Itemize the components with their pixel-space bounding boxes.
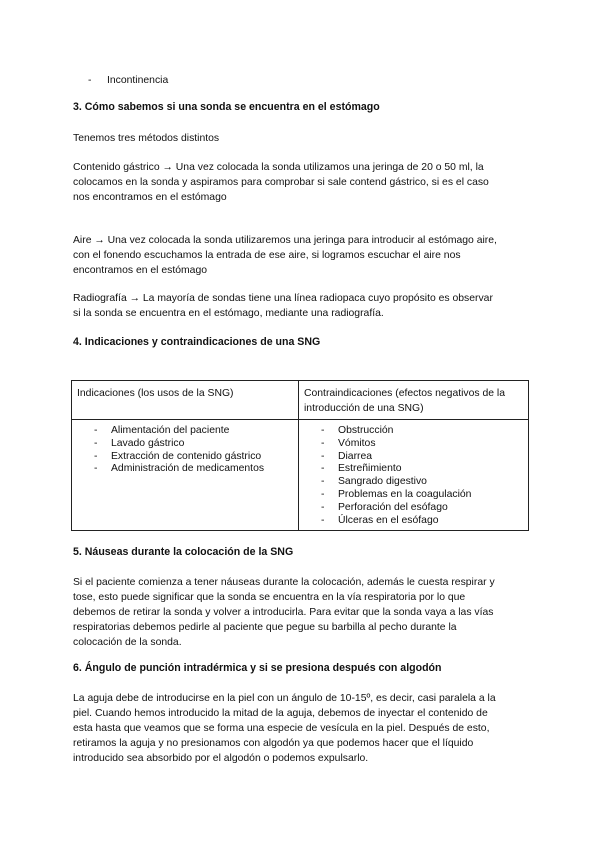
list-item-text: Perforación del esófago	[338, 501, 448, 513]
text-line: esta hasta que veamos que se forma una especie de vesícula en la piel. Después de esto,	[73, 723, 490, 734]
section-5-heading: 5. Náuseas durante la colocación de la SNG	[73, 546, 294, 558]
list-item-text: Sangrado digestivo	[338, 476, 427, 488]
header-line: Contraindicaciones (efectos negativos de la	[304, 388, 506, 399]
bullet-dash: -	[88, 75, 92, 86]
text-line: encontramos en el estómago	[73, 265, 208, 276]
text-line: nos encontramos en el estómago	[73, 192, 227, 203]
text-line: colocamos en la sonda y aspiramos para comprobar si sale contend gástrico, si es el caso	[73, 177, 489, 188]
paragraph-aire	[73, 233, 533, 278]
bullet-dash: -	[94, 425, 98, 436]
bullet-dash: -	[321, 488, 325, 500]
bullet-dash: -	[321, 476, 325, 488]
bullet-dash: -	[321, 437, 325, 449]
list-item	[321, 476, 523, 489]
paragraph-nauseas	[73, 575, 533, 650]
indicaciones-list	[77, 425, 293, 476]
table-cell-indicaciones	[72, 420, 299, 531]
table-header-indicaciones: Indicaciones (los usos de la SNG)	[72, 381, 299, 420]
section-6-heading: 6. Ángulo de punción intradérmica y si se presiona después con algodón	[73, 662, 442, 674]
bullet-dash: -	[321, 450, 325, 462]
bullet-dash: -	[94, 450, 98, 462]
list-item-text: Úlceras en el esófago	[338, 514, 439, 526]
section-3-intro: Tenemos tres métodos distintos	[73, 133, 220, 144]
text-line: si la sonda se encuentra en el estómago, mediante una radiografía.	[73, 308, 384, 319]
text-line: Contenido gástrico → Una vez colocada la sonda utilizamos una jeringa de 20 o 50 ml, la	[73, 162, 484, 173]
list-item-text: Lavado gástrico	[111, 437, 185, 449]
list-item-text: Problemas en la coagulación	[338, 488, 472, 500]
indications-table	[71, 380, 529, 531]
section-3-heading: 3. Cómo sabemos si una sonda se encuentra en el estómago	[73, 101, 380, 113]
bullet-dash: -	[94, 463, 98, 475]
table-header-contraindicaciones	[299, 381, 529, 420]
list-item	[321, 489, 523, 502]
section-4-heading: 4. Indicaciones y contraindicaciones de una SNG	[73, 336, 321, 348]
list-item	[321, 438, 523, 451]
bullet-dash: -	[321, 425, 325, 436]
header-line: introducción de una SNG)	[304, 403, 424, 414]
list-item	[94, 438, 293, 451]
table-cell-contraindicaciones	[299, 420, 529, 531]
table-header-row	[72, 381, 529, 420]
list-item-text: Diarrea	[338, 450, 373, 462]
paragraph-radiografia	[73, 291, 533, 321]
text-line: La aguja debe de introducirse en la piel con un ángulo de 10-15º, es decir, casi paralela a la	[73, 693, 496, 704]
text-line: debemos de retirar la sonda y volver a introducirla. Para evitar que la sonda vaya a las vías	[73, 607, 494, 618]
list-item	[321, 463, 523, 476]
text-line: Si el paciente comienza a tener náuseas durante la colocación, además le cuesta respirar y	[73, 577, 495, 588]
list-item-text: Obstrucción	[338, 425, 394, 436]
paragraph-angulo	[73, 691, 533, 766]
list-item-text: Incontinencia	[107, 75, 169, 86]
text-line: respiratorias debemos pedirle al paciente que pegue su barbilla al pecho durante la	[73, 622, 457, 633]
text-line: tose, esto puede significar que la sonda se encuentra en la vía respiratoria por lo que	[73, 592, 466, 603]
bullet-dash: -	[321, 501, 325, 513]
bullet-dash: -	[321, 514, 325, 526]
text-line: introducido sea absorbido por el algodón o podemos expulsarlo.	[73, 753, 369, 764]
text-line: con el fonendo escuchamos la entrada de ese aire, si logramos escuchar el aire nos	[73, 250, 461, 261]
list-item	[321, 502, 523, 515]
list-item-text: Alimentación del paciente	[111, 425, 230, 436]
list-item	[321, 451, 523, 464]
text-line: colocación de la sonda.	[73, 637, 182, 648]
list-item	[321, 425, 523, 438]
list-item-text: Extracción de contenido gástrico	[111, 450, 262, 462]
list-item	[94, 425, 293, 438]
bullet-dash: -	[94, 437, 98, 449]
list-item-text: Administración de medicamentos	[111, 463, 265, 475]
bullet-dash: -	[321, 463, 325, 475]
text-line: piel. Cuando hemos introducido la mitad de la aguja, debemos de inyectar el contenido de	[73, 708, 488, 719]
list-item	[321, 515, 523, 528]
paragraph-contenido-gastrico	[73, 160, 533, 205]
contraindicaciones-list	[304, 425, 523, 527]
text-line: Aire → Una vez colocada la sonda utilizaremos una jeringa para introducir al estómago aire,	[73, 235, 497, 246]
list-item-text: Vómitos	[338, 437, 376, 449]
text-line: Radiografía → La mayoría de sondas tiene una línea radiopaca cuyo propósito es observar	[73, 293, 493, 304]
text-line: retiramos la aguja y no presionamos con algodón ya que podemos hacer que el líquido	[73, 738, 474, 749]
table-row	[72, 420, 529, 531]
list-item	[94, 463, 293, 476]
list-item	[94, 451, 293, 464]
list-item-text: Estreñimiento	[338, 463, 402, 475]
